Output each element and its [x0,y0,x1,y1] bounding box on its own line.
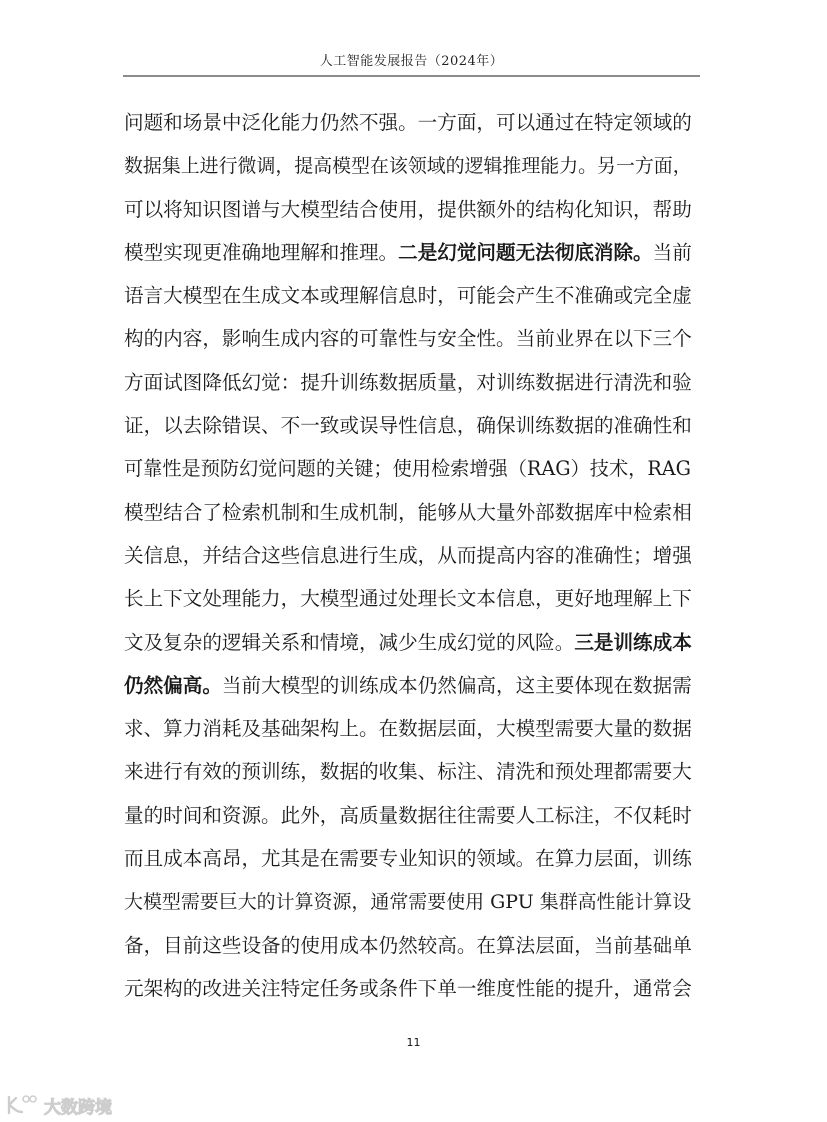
body-text-run: 当前 [652,240,692,264]
page-header: 人工智能发展报告（2024年） [319,54,504,69]
text-line [124,195,692,238]
body-text-run: 证，以去除错误、不一致或误导性信息，确保训练数据的准确性和 [124,414,692,438]
body-text-run: 模型结合了检索机制和生成机制，能够从大量外部数据库中检索相 [124,500,692,524]
text-line [124,671,692,714]
text-line [124,974,692,1017]
kr-logo-icon [6,1094,40,1116]
body-text-run: 大模型需要巨大的计算资源，通常需要使用 GPU 集群高性能计算设 [124,891,692,914]
body-text-run: 语言大模型在生成文本或理解信息时，可能会产生不准确或完全虚 [124,284,692,308]
text-line [124,714,692,757]
body-text-run: 模型实现更准确地理解和推理。 [124,240,399,264]
body-text-run: 而且成本高昂，尤其是在需要专业知识的领域。在算力层面，训练 [124,847,692,871]
text-line [124,887,692,930]
body-text-run: 数据集上进行微调，提高模型在该领域的逻辑推理能力。另一方面， [124,155,692,178]
body-text-run: 可靠性是预防幻觉问题的关键；使用检索增强（RAG）技术，RAG [124,457,691,481]
text-line [124,411,692,454]
body-text-run: 长上下文处理能力，大模型通过处理长文本信息，更好地理解上下 [124,587,692,611]
text-line [124,281,692,324]
body-paragraph [124,108,692,1017]
body-text-run: 求、算力消耗及基础架构上。在数据层面，大模型需要大量的数据 [124,717,692,741]
text-line [124,541,692,584]
text-line [124,108,692,151]
text-line [124,844,692,887]
text-line [124,151,692,194]
body-text-run: 当前大模型的训练成本仍然偏高，这主要体现在数据需 [221,673,692,697]
body-text-run: 元架构的改进关注特定任务或条件下单一维度性能的提升，通常会 [124,976,692,1000]
body-text-run: 方面试图降低幻觉：提升训练数据质量，对训练数据进行清洗和验 [124,370,692,394]
body-text-run: 量的时间和资源。此外，高质量数据往往需要人工标注，不仅耗时 [124,803,692,827]
body-text-run: 可以将知识图谱与大模型结合使用，提供额外的结构化知识，帮助 [124,197,692,221]
page-number: 11 [406,1036,421,1049]
text-line [124,628,692,671]
text-line [124,238,692,281]
bold-heading-text: 二是幻觉问题无法彻底消除。 [398,240,653,264]
text-line [124,931,692,974]
bold-heading-text: 仍然偏高。 [124,673,222,697]
text-line [124,498,692,541]
text-line [124,454,692,497]
text-line [124,801,692,844]
watermark-text: 大数跨境 [44,1097,112,1118]
watermark [6,1093,112,1117]
body-text-run: 备，目前这些设备的使用成本仍然较高。在算法层面，当前基础单 [124,933,692,957]
body-text-run: 文及复杂的逻辑关系和情境，减少生成幻觉的风险。 [124,630,575,654]
body-text-run: 来进行有效的预训练，数据的收集、标注、清洗和预处理都需要大 [124,760,692,784]
text-line [124,324,692,367]
body-text-run: 问题和场景中泛化能力仍然不强。一方面，可以通过在特定领域的 [124,111,692,134]
bold-heading-text: 三是训练成本 [574,630,692,654]
header-rule [123,75,700,77]
text-line [124,584,692,627]
body-text-run: 关信息，并结合这些信息进行生成，从而提高内容的准确性；增强 [124,543,692,567]
text-line [124,368,692,411]
text-line [124,757,692,800]
body-text-run: 构的内容，影响生成内容的可靠性与安全性。当前业界在以下三个 [124,327,692,351]
